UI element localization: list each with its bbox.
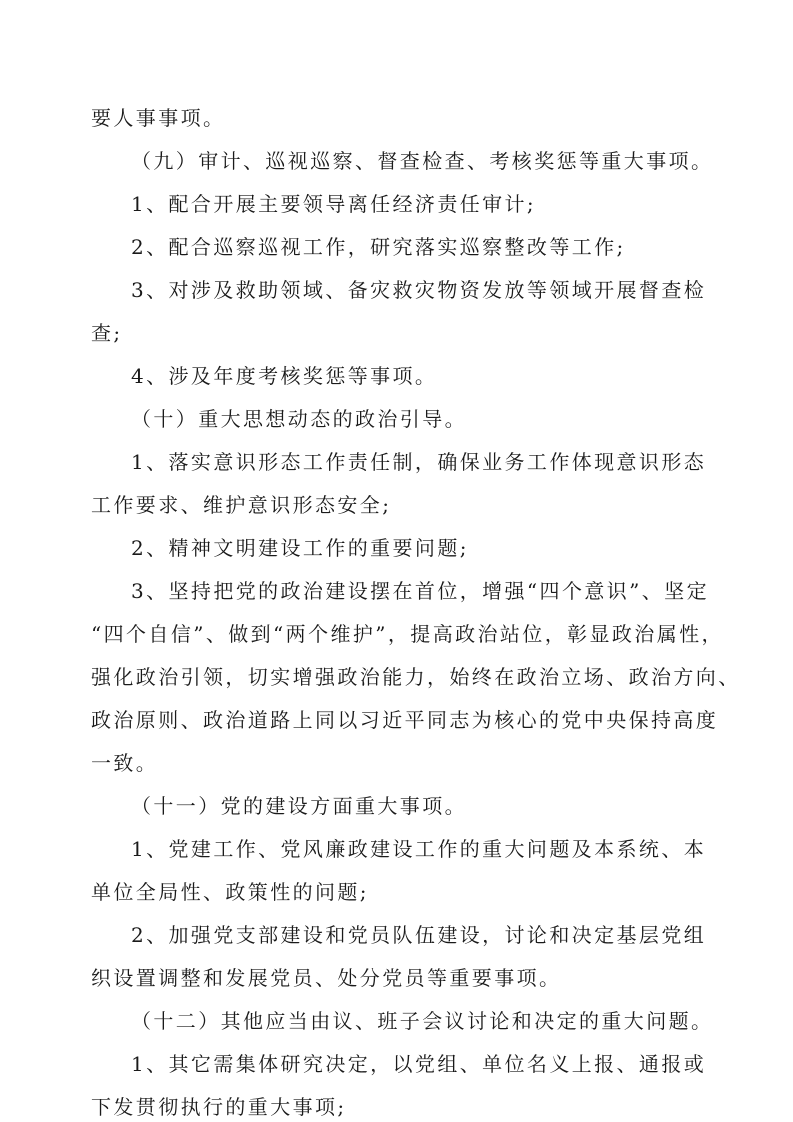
text-line: 4、涉及年度考核奖惩等事项。 <box>131 364 438 388</box>
text-line: 一致。 <box>91 751 159 775</box>
text-line: 1、落实意识形态工作责任制，确保业务工作体现意识形态 <box>131 450 707 474</box>
text-line: 2、配合巡察巡视工作，研究落实巡察整改等工作; <box>131 235 626 259</box>
text-line: 1、党建工作、党风廉政建设工作的重大问题及本系统、本 <box>131 837 707 861</box>
text-line: 下发贯彻执行的重大事项; <box>91 1095 347 1119</box>
text-line: 1、配合开展主要领导离任经济责任审计; <box>131 192 537 216</box>
text-line: 要人事事项。 <box>91 106 226 130</box>
text-line: 2、精神文明建设工作的重要问题; <box>131 536 469 560</box>
section-heading: （十一）党的建设方面重大事项。 <box>131 794 467 818</box>
text-line: 2、加强党支部建设和党员队伍建设，讨论和决定基层党组 <box>131 923 707 947</box>
text-line: 织设置调整和发展党员、处分党员等重要事项。 <box>91 966 562 990</box>
text-line: “四个自信”、做到“两个维护”，提高政治站位，彰显政治属性， <box>91 622 724 646</box>
text-line: 3、坚持把党的政治建设摆在首位，增强“四个意识”、坚定 <box>131 579 709 603</box>
text-line: 单位全局性、政策性的问题; <box>91 880 369 904</box>
text-line: 工作要求、维护意识形态安全; <box>91 493 392 517</box>
text-line: 1、其它需集体研究决定，以党组、单位名义上报、通报或 <box>131 1052 707 1076</box>
section-heading: （十二）其他应当由议、班子会议讨论和决定的重大问题。 <box>131 1009 714 1033</box>
text-line: 3、对涉及救助领域、备灾救灾物资发放等领域开展督查检 <box>131 278 707 302</box>
text-line: 政治原则、政治道路上同以习近平同志为核心的党中央保持高度 <box>91 708 719 732</box>
text-line: 查; <box>91 321 123 345</box>
section-heading: （十）重大思想动态的政治引导。 <box>131 407 467 431</box>
section-heading: （九）审计、巡视巡察、督查检查、考核奖惩等重大事项。 <box>131 149 714 173</box>
text-line: 强化政治引领，切实增强政治能力，始终在政治立场、政治方向、 <box>91 665 741 689</box>
